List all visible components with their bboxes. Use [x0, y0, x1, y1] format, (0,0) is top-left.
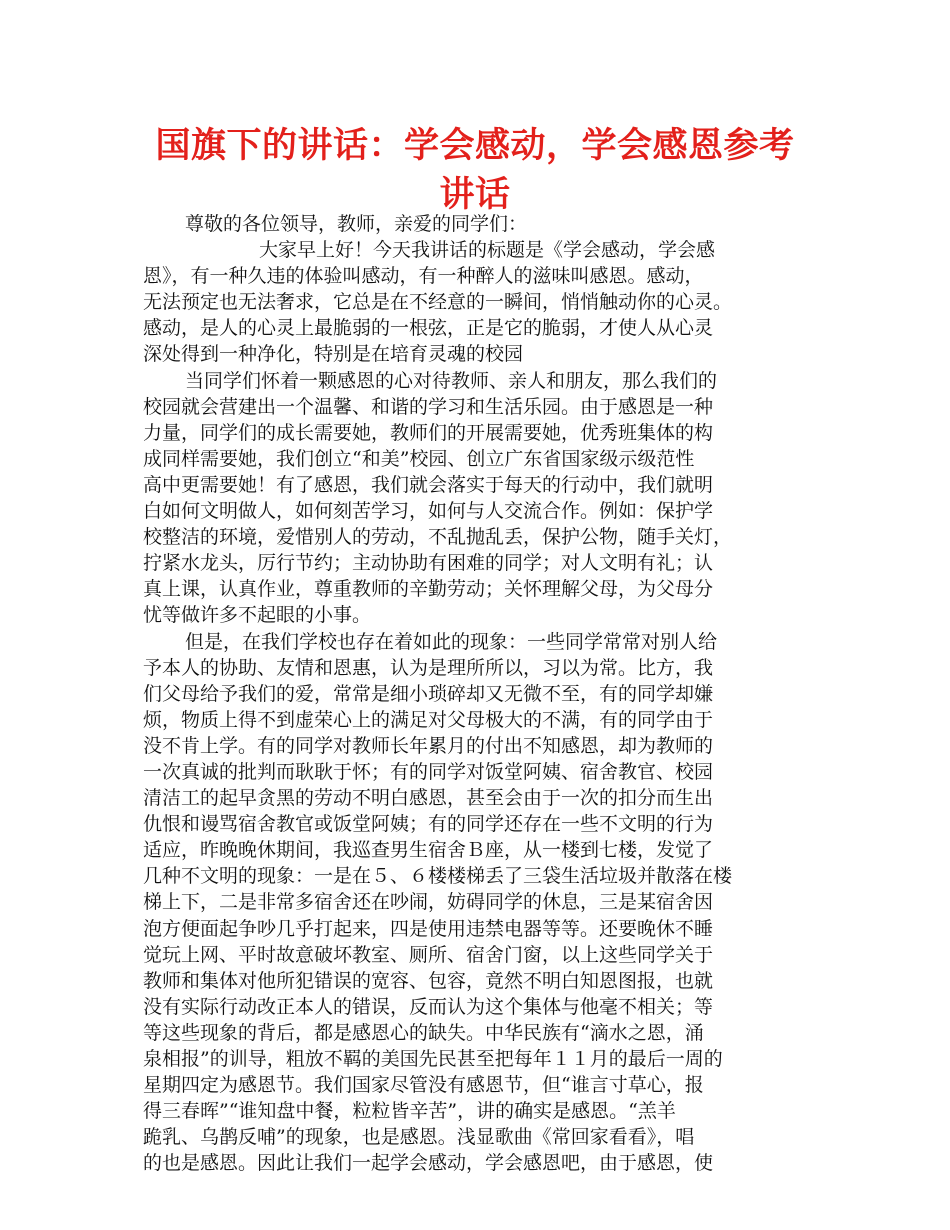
- title-line: 国旗下的讲话：学会感动，学会感恩参考: [155, 126, 795, 166]
- paragraph-line: 成同样需要她，我们创立“和美”校园、创立广东省国家级示级范性: [143, 447, 695, 470]
- paragraph-line: 拧紧水龙头，厉行节约；主动协助有困难的同学；对人文明有礼；认: [143, 552, 714, 575]
- paragraph-line: 清洁工的起早贪黑的劳动不明白感恩，甚至会由于一次的扣分而生出: [143, 787, 714, 810]
- paragraph-line: 得三春晖”“谁知盘中餐，粒粒皆辛苦”，讲的确实是感恩。“羔羊: [143, 1100, 676, 1123]
- paragraph-line: 校园就会营建出一个温馨、和谐的学习和生活乐园。由于感恩是一种: [143, 395, 714, 418]
- paragraph-line: 等这些现象的背后，都是感恩心的缺失。中华民族有“滴水之恩，涌: [143, 1021, 704, 1044]
- paragraph-line: 几种不文明的现象：一是在５、６楼楼梯丢了三袋生活垃圾并散落在楼: [143, 865, 733, 888]
- paragraph-line: 没不肯上学。有的同学对教师长年累月的付出不知感恩，却为教师的: [143, 734, 714, 757]
- paragraph-line: 的也是感恩。因此让我们一起学会感动，学会感恩吧，由于感恩，使: [143, 1152, 714, 1175]
- paragraph-line: 力量，同学们的成长需要她，教师们的开展需要她，优秀班集体的构: [143, 421, 714, 444]
- paragraph-line: 真上课，认真作业，尊重教师的辛勤劳动；关怀理解父母，为父母分: [143, 578, 714, 601]
- paragraph-line: 泉相报”的训导，粗放不羁的美国先民甚至把每年１１月的最后一周的: [143, 1048, 723, 1070]
- paragraph-line: 烦，物质上得不到虚荣心上的满足对父母极大的不满，有的同学由于: [143, 708, 714, 731]
- paragraph-line: 白如何文明做人，如何刻苦学习，如何与人交流合作。例如：保护学: [143, 500, 714, 523]
- paragraph-line: 校整洁的环境，爱惜别人的劳动，不乱抛乱丢，保护公物，随手关灯，: [143, 526, 733, 549]
- paragraph-line: 忧等做许多不起眼的小事。: [143, 604, 372, 627]
- paragraph-line: 跪乳、乌鹊反哺”的现象，也是感恩。浅显歌曲《常回家看看》，唱: [143, 1126, 695, 1149]
- paragraph-line: 泡方便面起争吵几乎打起来，四是使用违禁电器等等。还要晚休不睡: [143, 917, 714, 940]
- paragraph-line: 当同学们怀着一颗感恩的心对待教师、亲人和朋友，那么我们的: [185, 369, 718, 392]
- paragraph-line: 但是，在我们学校也存在着如此的现象：一些同学常常对别人给: [185, 630, 718, 653]
- paragraph-line: 予本人的协助、友情和恩惠，认为是理所所以，习以为常。比方，我: [143, 656, 714, 679]
- paragraph-line: 星期四定为感恩节。我们国家尽管没有感恩节，但“谁言寸草心，报: [143, 1074, 704, 1097]
- paragraph-line: 觉玩上网、平时故意破坏教室、厕所、宿舍门窗，以上这些同学关于: [143, 943, 714, 966]
- document-body: [143, 211, 811, 1176]
- paragraph-line: 仇恨和谩骂宿舍教官或饭堂阿姨；有的同学还存在一些不文明的行为: [143, 813, 714, 836]
- paragraph-line: 深处得到一种净化，特别是在培育灵魂的校园: [143, 343, 524, 366]
- paragraph-line: 教师和集体对他所犯错误的宽容、包容，竟然不明白知恩图报，也就: [143, 969, 714, 992]
- salutation-line: 尊敬的各位领导，教师，亲爱的同学们：: [185, 213, 528, 235]
- paragraph-line: 大家早上好！今天我讲话的标题是《学会感动，学会感: [259, 239, 716, 262]
- paragraph-line: 恩》，有一种久违的体验叫感动，有一种醉人的滋味叫感恩。感动，: [143, 265, 704, 288]
- paragraph-line: 没有实际行动改正本人的错误，反而认为这个集体与他毫不相关；等: [143, 995, 714, 1018]
- paragraph-line: 高中更需要她！有了感恩，我们就会落实于每天的行动中，我们就明: [143, 473, 714, 496]
- paragraph-line: 一次真诚的批判而耿耿于怀；有的同学对饭堂阿姨、宿舍教官、校园: [143, 760, 714, 783]
- paragraph-line: 梯上下，二是非常多宿舍还在吵闹，妨碍同学的休息，三是某宿舍因: [143, 891, 714, 914]
- title-line: 讲话: [439, 175, 511, 215]
- paragraph-line: 感动，是人的心灵上最脆弱的一根弦，正是它的脆弱，才使人从心灵: [143, 317, 714, 340]
- document-title: [110, 122, 840, 220]
- paragraph-line: 适应，昨晚晚休期间，我巡查男生宿舍Ｂ座，从一楼到七楼，发觉了: [143, 839, 714, 862]
- paragraph-line: 无法预定也无法奢求，它总是在不经意的一瞬间，悄悄触动你的心灵。: [143, 291, 733, 314]
- paragraph-line: 们父母给予我们的爱，常常是细小琐碎却又无微不至，有的同学却嫌: [143, 682, 714, 705]
